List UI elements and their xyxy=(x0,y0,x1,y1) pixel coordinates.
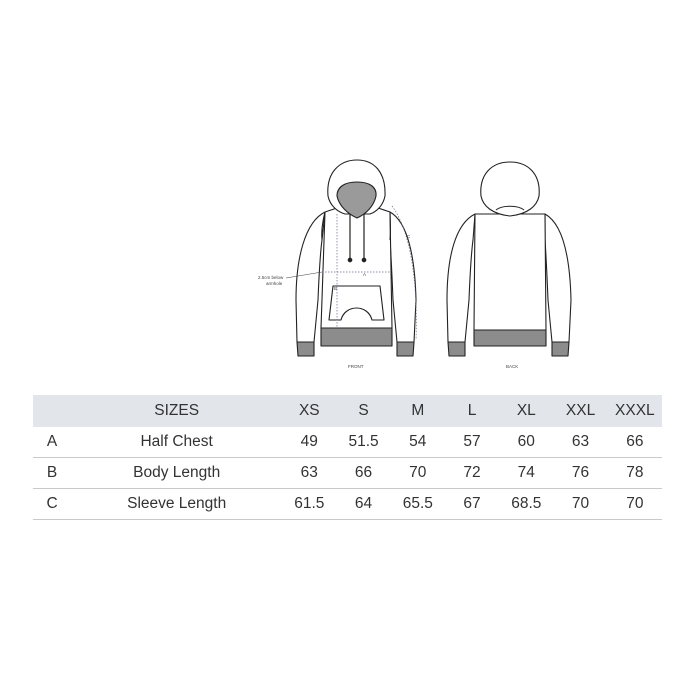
marker-a: A xyxy=(363,272,367,277)
armhole-note-line1: 2.5cm below xyxy=(258,275,284,280)
table-cell: 57 xyxy=(445,427,499,458)
table-cell: 70 xyxy=(391,458,445,489)
table-cell: 70 xyxy=(553,489,607,520)
table-row xyxy=(33,427,662,458)
table-cell: 66 xyxy=(336,458,390,489)
size-m-header: M xyxy=(411,402,425,419)
table-row xyxy=(33,458,662,489)
table-cell: 63 xyxy=(553,427,607,458)
table-cell: 51.5 xyxy=(336,427,390,458)
hoodie-diagram xyxy=(250,150,590,375)
table-cell: 70 xyxy=(608,489,662,520)
table-cell: 68.5 xyxy=(499,489,553,520)
row-label: Body Length xyxy=(71,458,282,489)
table-cell: 74 xyxy=(499,458,553,489)
row-letter: A xyxy=(33,427,71,458)
hoodie-front xyxy=(296,160,416,356)
table-cell: 61.5 xyxy=(282,489,336,520)
hoodie-illustration xyxy=(250,150,590,375)
table-cell: 78 xyxy=(608,458,662,489)
table-cell: 67 xyxy=(445,489,499,520)
size-s-header: S xyxy=(358,402,369,419)
row-label: Half Chest xyxy=(71,427,282,458)
table-cell: 49 xyxy=(282,427,336,458)
table-cell: 63 xyxy=(282,458,336,489)
size-xl-header: XL xyxy=(516,402,536,419)
size-xs-header: XS xyxy=(298,402,320,419)
marker-b: B xyxy=(334,286,338,291)
table-cell: 76 xyxy=(553,458,607,489)
table-cell: 60 xyxy=(499,427,553,458)
table-cell: 66 xyxy=(608,427,662,458)
armhole-note-line2: armhole xyxy=(266,281,283,286)
size-chart-table xyxy=(33,395,662,520)
table-cell: 54 xyxy=(391,427,445,458)
marker-c: C xyxy=(407,234,411,239)
table-row xyxy=(33,489,662,520)
hoodie-back xyxy=(447,162,571,356)
table-cell: 64 xyxy=(336,489,390,520)
header-letter-cell xyxy=(33,395,71,427)
size-header-row xyxy=(33,395,662,427)
size-l-header: L xyxy=(467,402,477,419)
sizes-header: SIZES xyxy=(154,402,200,419)
front-caption: FRONT xyxy=(348,364,364,369)
row-letter: C xyxy=(33,489,71,520)
back-caption: BACK xyxy=(506,364,519,369)
table-cell: 65.5 xyxy=(391,489,445,520)
size-xxl-header: XXL xyxy=(565,402,596,419)
row-letter: B xyxy=(33,458,71,489)
size-xxxl-header: XXXL xyxy=(615,402,655,419)
table-cell: 72 xyxy=(445,458,499,489)
row-label: Sleeve Length xyxy=(71,489,282,520)
